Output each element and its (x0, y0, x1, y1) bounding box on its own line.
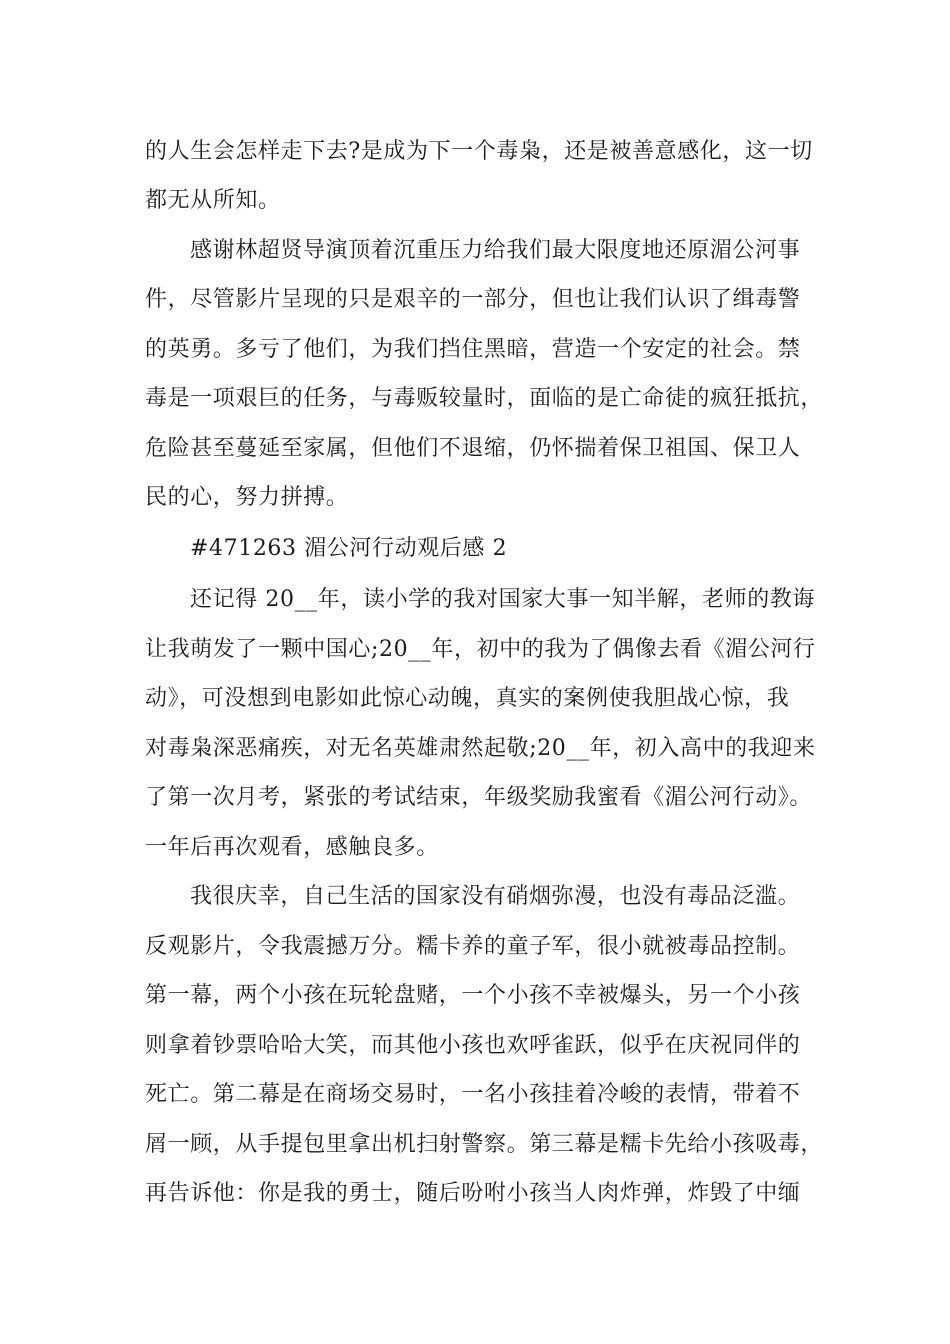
text-line: 再告诉他：你是我的勇士，随后吩咐小孩当人肉炸弹，炸毁了中缅 (145, 1181, 801, 1206)
text-line: 危险甚至蔓延至家属，但他们不退缩，仍怀揣着保卫祖国、保卫人 (145, 436, 801, 461)
text-line: 都无从所知。 (145, 188, 281, 213)
text-line: 对毒枭深恶痛疾，对无名英雄肃然起敬;20__年，初入高中的我迎来 (145, 736, 816, 761)
text-line: 反观影片，令我震撼万分。糯卡养的童子军，很小就被毒品控制。 (145, 934, 801, 959)
text-line: 让我萌发了一颗中国心;20__年，初中的我为了偶像去看《湄公河行 (145, 637, 816, 662)
paragraph-start-line: 我很庆幸，自己生活的国家没有硝烟弥漫，也没有毒品泛滥。 (190, 884, 801, 909)
text-line: 死亡。第二幕是在商场交易时，一名小孩挂着冷峻的表情，带着不 (145, 1082, 801, 1107)
paragraph-start-line: 感谢林超贤导演顶着沉重压力给我们最大限度地还原湄公河事 (190, 238, 801, 263)
text-line: 的人生会怎样走下去?是成为下一个毒枭，还是被善意感化，这一切 (145, 139, 813, 164)
text-line: 动》，可没想到电影如此惊心动魄，真实的案例使我胆战心惊，我 (145, 686, 790, 711)
text-line: 民的心，努力拼搏。 (145, 485, 349, 510)
text-line: 屑一顾，从手提包里拿出机扫射警察。第三幕是糯卡先给小孩吸毒， (145, 1132, 824, 1157)
section-heading: #471263 湄公河行动观后感 2 (190, 536, 508, 561)
text-line: 则拿着钞票哈哈大笑，而其他小孩也欢呼雀跃，似乎在庆祝同伴的 (145, 1033, 801, 1058)
paragraph-start-line: 还记得 20__年，读小学的我对国家大事一知半解，老师的教诲 (190, 587, 815, 612)
text-line: 一年后再次观看，感触良多。 (145, 835, 439, 860)
text-line: 毒是一项艰巨的任务，与毒贩较量时，面临的是亡命徒的疯狂抵抗， (145, 386, 824, 411)
text-line: 件，尽管影片呈现的只是艰辛的一部分，但也让我们认识了缉毒警 (145, 287, 801, 312)
text-line: 的英勇。多亏了他们，为我们挡住黑暗，营造一个安定的社会。禁 (145, 337, 801, 362)
text-line: 了第一次月考，紧张的考试结束，年级奖励我蜜看《湄公河行动》。 (145, 785, 813, 810)
text-line: 第一幕，两个小孩在玩轮盘赌，一个小孩不幸被爆头，另一个小孩 (145, 983, 801, 1008)
